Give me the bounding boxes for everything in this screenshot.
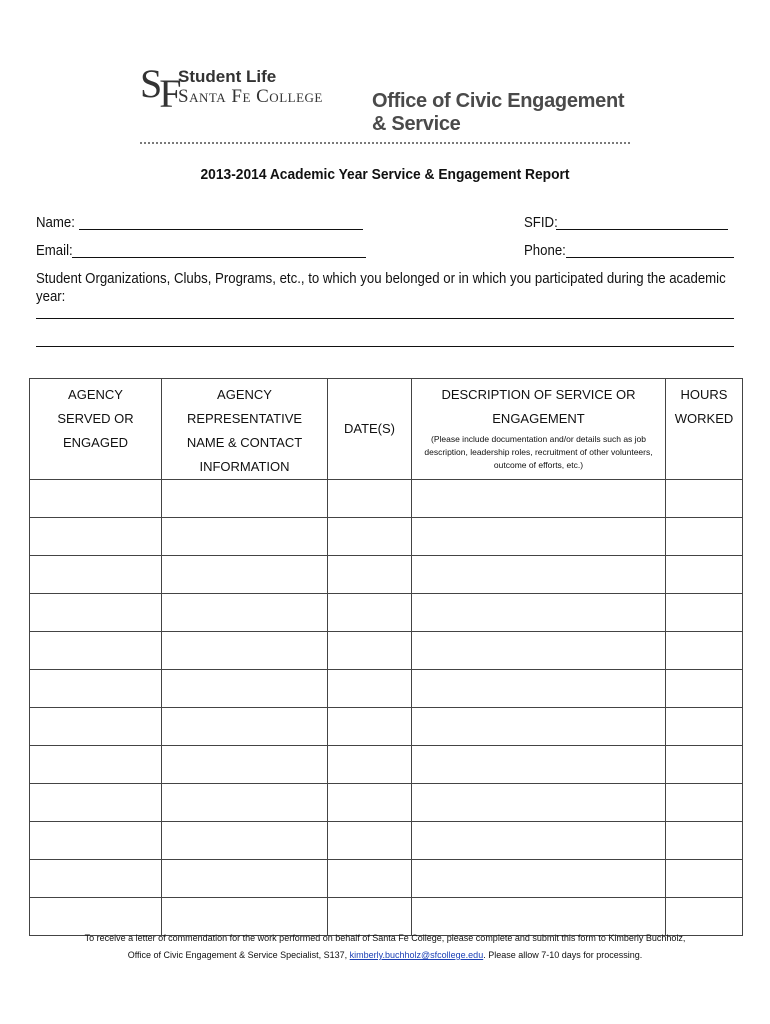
representative-cell[interactable] xyxy=(162,860,328,898)
representative-cell[interactable] xyxy=(162,708,328,746)
description-cell[interactable] xyxy=(412,556,666,594)
office-title: Office of Civic Engagement & Service xyxy=(372,90,625,135)
dates-cell[interactable] xyxy=(328,708,412,746)
table-row xyxy=(30,784,743,822)
representative-cell[interactable] xyxy=(162,632,328,670)
hours-cell[interactable] xyxy=(666,860,743,898)
description-cell[interactable] xyxy=(412,784,666,822)
agency-cell[interactable] xyxy=(30,518,162,556)
description-cell[interactable] xyxy=(412,594,666,632)
agency-cell[interactable] xyxy=(30,632,162,670)
representative-cell[interactable] xyxy=(162,784,328,822)
agency-cell[interactable] xyxy=(30,822,162,860)
organizations-input-line-1[interactable] xyxy=(36,318,734,319)
hours-cell[interactable] xyxy=(666,784,743,822)
phone-label: Phone: xyxy=(524,242,566,259)
footer-line-1: To receive a letter of commendation for the work performed on behalf of Santa Fe College, please complete and submit this form to Kimberly Buchholz, xyxy=(84,933,686,943)
dates-cell[interactable] xyxy=(328,518,412,556)
table-header-row xyxy=(30,379,743,480)
table-row xyxy=(30,860,743,898)
agency-cell[interactable] xyxy=(30,480,162,518)
header-description: DESCRIPTION OF SERVICE OR ENGAGEMENT (Please include documentation and/or details such as job description, leadership roles, recruitment of other volunteers, outcome of efforts, etc.) xyxy=(412,379,666,480)
dotted-divider xyxy=(140,142,630,144)
agency-cell[interactable] xyxy=(30,708,162,746)
hours-cell[interactable] xyxy=(666,746,743,784)
description-cell[interactable] xyxy=(412,632,666,670)
dates-cell[interactable] xyxy=(328,480,412,518)
footer-line-2: Office of Civic Engagement & Service Specialist, S137, kimberly.buchholz@sfcollege.edu. Please allow 7-10 days for processing. xyxy=(127,950,643,960)
representative-cell[interactable] xyxy=(162,556,328,594)
email-label: Email: xyxy=(36,242,73,259)
agency-cell[interactable] xyxy=(30,860,162,898)
representative-cell[interactable] xyxy=(162,518,328,556)
representative-cell[interactable] xyxy=(162,746,328,784)
name-label: Name: xyxy=(36,214,75,231)
agency-cell[interactable] xyxy=(30,556,162,594)
agency-cell[interactable] xyxy=(30,594,162,632)
hours-cell[interactable] xyxy=(666,480,743,518)
representative-cell[interactable] xyxy=(162,670,328,708)
organizations-input-line-2[interactable] xyxy=(36,346,734,347)
phone-field xyxy=(524,242,572,260)
header-representative: AGENCY REPRESENTATIVE NAME & CONTACT INFORMATION xyxy=(162,379,328,480)
dates-cell[interactable] xyxy=(328,632,412,670)
representative-cell[interactable] xyxy=(162,822,328,860)
hours-cell[interactable] xyxy=(666,670,743,708)
hours-cell[interactable] xyxy=(666,822,743,860)
description-cell[interactable] xyxy=(412,670,666,708)
hours-cell[interactable] xyxy=(666,632,743,670)
logo-student-life: Student Life xyxy=(178,67,277,86)
table-row xyxy=(30,480,743,518)
description-cell[interactable] xyxy=(412,746,666,784)
table-row xyxy=(30,708,743,746)
college-logo-text xyxy=(178,68,323,108)
header-agency: AGENCY SERVED OR ENGAGED xyxy=(30,379,162,480)
hours-cell[interactable] xyxy=(666,594,743,632)
table-row xyxy=(30,518,743,556)
service-log-table xyxy=(29,378,743,936)
dates-cell[interactable] xyxy=(328,784,412,822)
contact-email-link[interactable]: kimberly.buchholz@sfcollege.edu xyxy=(349,950,484,960)
sfid-input-line[interactable] xyxy=(556,229,728,230)
description-cell[interactable] xyxy=(412,708,666,746)
dates-cell[interactable] xyxy=(328,670,412,708)
dates-cell[interactable] xyxy=(328,594,412,632)
table-row xyxy=(30,556,743,594)
representative-cell[interactable] xyxy=(162,594,328,632)
dates-cell[interactable] xyxy=(328,746,412,784)
dates-cell[interactable] xyxy=(328,556,412,594)
phone-input-line[interactable] xyxy=(566,257,734,258)
hours-cell[interactable] xyxy=(666,556,743,594)
logo-college-name: Santa Fe College xyxy=(178,86,323,107)
email-input-line[interactable] xyxy=(72,257,366,258)
table-row xyxy=(30,822,743,860)
hours-cell[interactable] xyxy=(666,518,743,556)
name-input-line[interactable] xyxy=(79,229,363,230)
representative-cell[interactable] xyxy=(162,480,328,518)
table-row xyxy=(30,632,743,670)
report-title: 2013-2014 Academic Year Service & Engagement Report xyxy=(200,166,570,183)
table-row xyxy=(30,670,743,708)
table-row xyxy=(30,594,743,632)
agency-cell[interactable] xyxy=(30,746,162,784)
description-cell[interactable] xyxy=(412,518,666,556)
letterhead xyxy=(140,61,630,135)
table-row xyxy=(30,746,743,784)
organizations-field xyxy=(36,270,770,306)
agency-cell[interactable] xyxy=(30,784,162,822)
description-cell[interactable] xyxy=(412,860,666,898)
name-field xyxy=(36,214,80,232)
hours-cell[interactable] xyxy=(666,708,743,746)
footer-note xyxy=(0,930,770,964)
sfid-label: SFID: xyxy=(524,214,558,231)
dates-cell[interactable] xyxy=(328,860,412,898)
organizations-label: Student Organizations, Clubs, Programs, etc., to which you belonged or in which you participated during the academic year: xyxy=(36,270,726,305)
table-body xyxy=(30,480,743,936)
dates-cell[interactable] xyxy=(328,822,412,860)
description-cell[interactable] xyxy=(412,480,666,518)
header-dates: DATE(S) xyxy=(328,379,412,480)
agency-cell[interactable] xyxy=(30,670,162,708)
description-cell[interactable] xyxy=(412,822,666,860)
college-logo-icon: SF xyxy=(140,61,179,116)
header-hours: HOURS WORKED xyxy=(666,379,743,480)
